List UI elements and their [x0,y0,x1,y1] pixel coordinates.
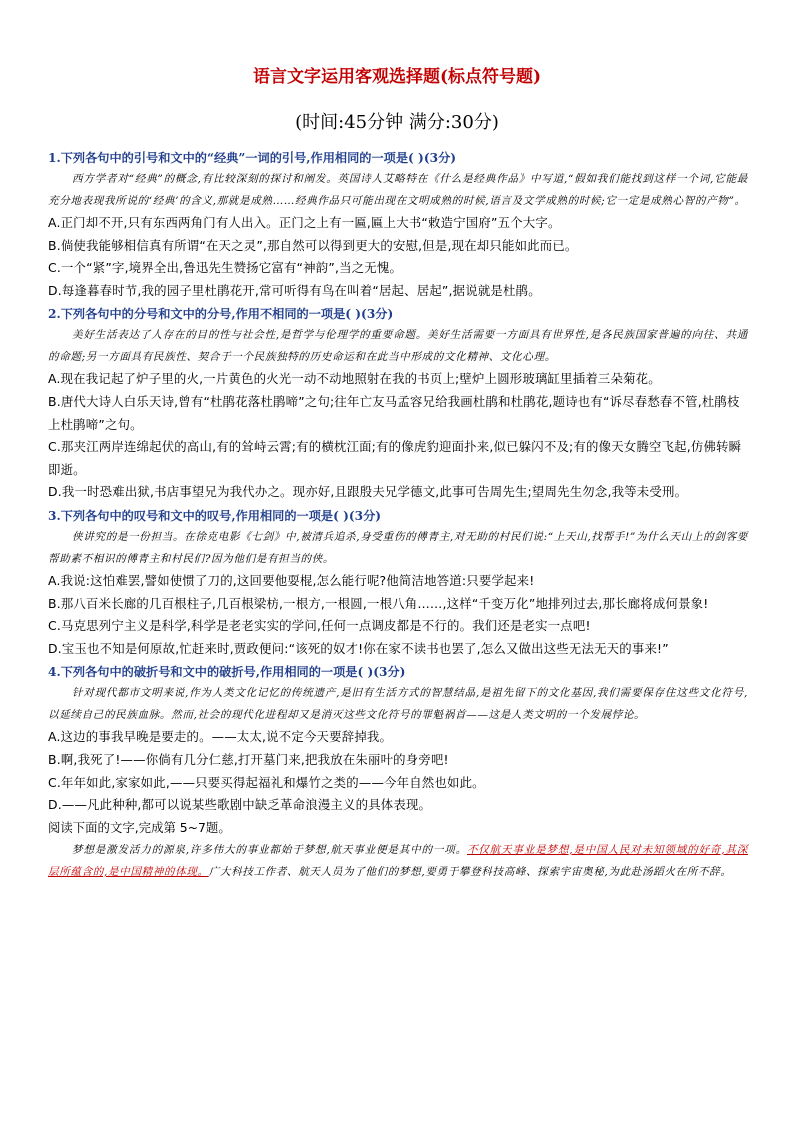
option-b: B.倘使我能够相信真有所谓“在天之灵”,那自然可以得到更大的安慰,但是,现在却只能如此而已。 [48,237,578,253]
option-a: A.正门却不开,只有东西两角门有人出入。正门之上有一匾,匾上大书“敕造宁国府”五个大字。 [48,215,561,230]
question-stem: 3.下列各句中的叹号和文中的叹号,作用相同的一项是( )(3分) [48,508,382,523]
question-stem: 2.下列各句中的分号和文中的分号,作用不相同的一项是( )(3分) [48,307,394,322]
option-a: A.现在我记起了炉子里的火,一片黄色的火光一动不动地照射在我的书页上;壁炉上圆形玻璃缸里插着三朵菊花。 [48,371,661,387]
option-a: A.这边的事我早晚是要走的。——太太,说不定今天要辞掉我。 [48,729,393,745]
option-d: D.每逢暮春时节,我的园子里杜鹃花开,常可听得有鸟在叫着“居起、居起”,据说就是杜鹃。 [48,282,541,298]
option-a: A.我说:这怕难罢,譬如使惯了刀的,这回要他耍棍,怎么能行呢?他简洁地答道:只要学起来! [48,572,535,588]
option-d: D.我一时恐难出狱,书店事望兄为我代办之。现亦好,且跟殷夫兄学德文,此事可告周先生;望周先生勿念,我等未受刑。 [48,484,688,500]
time-and-score: (时间:45分钟 满分:30分) [295,112,499,133]
question-2 [48,304,748,504]
option-c: C.那夹江两岸连绵起伏的高山,有的耸峙云霄;有的横枕江面;有的像虎豹迎面扑来,似已躲闪不及;有的像天女腾空飞起,仿佛转瞬即逝。 [48,439,742,477]
question-passage: 美好生活表达了人存在的目的性与社会性,是哲学与伦理学的重要命题。美好生活需要一方面具有世界性,是各民族国家普遍的向往、共通的命题;另一方面具有民族性、契合于一个民族独特的历史命运和在此当中形成的文化精神、文化心理。 [48,329,748,364]
reading-intro: 阅读下面的文字,完成第 5~7题。 [48,819,231,835]
reading-passage [48,839,748,883]
option-c: C.马克思列宁主义是科学,科学是老老实实的学问,任何一点调皮都是不行的。我们还是老实一点吧! [48,618,591,634]
option-d: D.宝玉也不知是何原故,忙赶来时,贾政便问:“该死的奴才!你在家不读书也罢了,怎么又做出这些无法无天的事来!” [48,640,669,656]
question-stem: 1.下列各句中的引号和文中的“经典”一词的引号,作用相同的一项是( )(3分) [48,151,457,165]
underlined-sentence: 不仅航天事业是梦想,是中国人民对未知领域的好奇,其深层所蕴含的,是中国精神的体现。 [48,843,748,878]
question-stem: 4.下列各句中的破折号和文中的破折号,作用相同的一项是( )(3分) [48,665,406,680]
passage-start: 梦想是激发活力的源泉,许多伟大的事业都始于梦想,航天事业便是其中的一项。 [72,843,467,856]
option-b: B.那八百米长廊的几百根柱子,几百根梁枋,一根方,一根圆,一根八角……,这样“千变万化”地排列过去,那长廊将成何景象! [48,595,709,611]
option-c: C.一个“紧”字,境界全出,鲁迅先生赞扬它富有“神韵”,当之无愧。 [48,260,403,276]
question-3 [48,506,748,660]
reading-section [48,817,748,883]
question-passage: 针对现代都市文明来说,作为人类文化记忆的传统遗产,是旧有生活方式的智慧结晶,是祖先留下的文化基因,我们需要保存住这些文化符号,以延续自己的民族血脉。然而,社会的现代化进程却又是消灭这些文化符号的罪魁祸首——这是人类文明的一个发展悖论。 [48,687,748,722]
question-4 [48,662,748,816]
question-passage: 侠讲究的是一份担当。在徐克电影《七剑》中,被清兵追杀,身受重伤的傅青主,对无助的村民们说:“上天山,找帮手!”为什么天山上的剑客要帮助素不相识的傅青主和村民们?因为他们是有担当的侠。 [48,530,748,565]
document-body [48,146,748,883]
document-title: 语言文字运用客观选择题(标点符号题) [252,67,542,87]
option-d: D.——凡此种种,都可以说某些歌剧中缺乏革命浪漫主义的具体表现。 [48,797,432,813]
option-b: B.唐代大诗人白乐天诗,曾有“杜鹃花落杜鹃啼”之句;往年亡友马孟容兄给我画杜鹃和杜鹃花,题诗也有“诉尽春愁春不管,杜鹃枝上杜鹃啼”之句。 [48,393,740,432]
option-c: C.年年如此,家家如此,——只要买得起福礼和爆竹之类的——今年自然也如此。 [48,774,485,790]
option-b: B.啊,我死了!——你倘有几分仁慈,打开墓门来,把我放在朱丽叶的身旁吧! [48,751,449,767]
passage-end: 广大科技工作者、航天人员为了他们的梦想,要勇于攀登科技高峰、探索宇宙奥秘,为此赴汤蹈火在所不辞。 [208,865,732,878]
question-passage: 西方学者对“经典”的概念,有比较深刻的探讨和阐发。英国诗人艾略特在《什么是经典作品》中写道,“假如我们能找到这样一个词,它能最充分地表现我所说的‘经典’的含义,那就是成熟……经典作品只可能出现在文明成熟的时候,语言及文学成熟的时候;它一定是成熟心智的产物”。 [48,173,748,207]
question-1 [48,148,748,302]
